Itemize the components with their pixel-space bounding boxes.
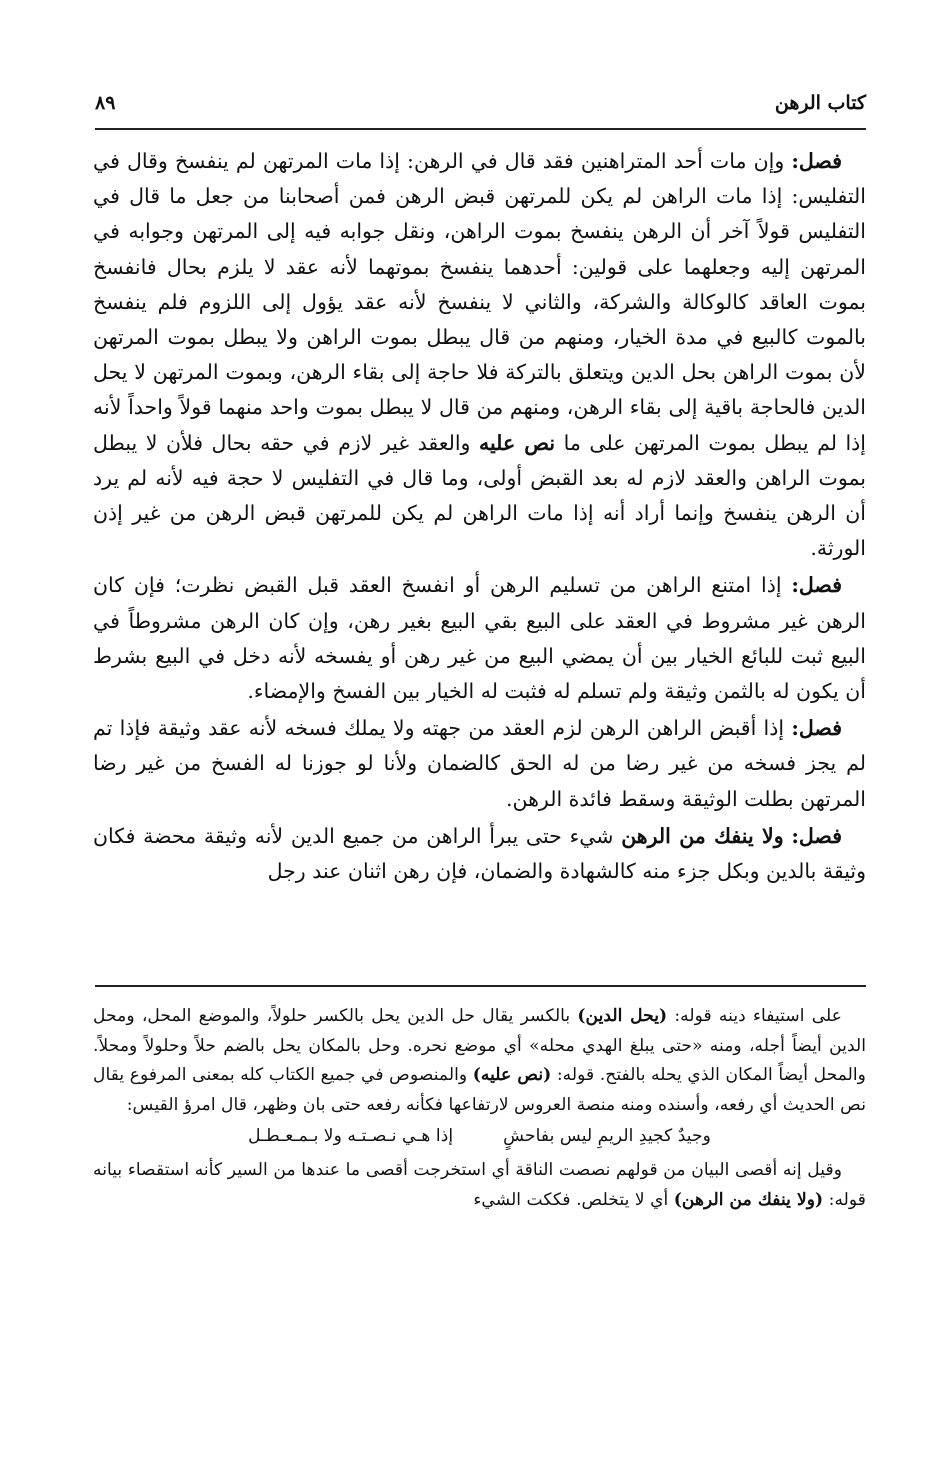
page-header xyxy=(95,88,866,130)
text-run: أي لا يتخلص. فككت الشيء xyxy=(473,1189,674,1210)
footnote-divider xyxy=(95,985,866,987)
text-run: وإن مات أحد المتراهنين فقد قال في الرهن: إذا مات المرتهن لم ينفسخ وقال في التفليس: إذا مات الراهن لم يكن للمرتهن قبض الرهن فمن أصحابنا من جعل ما قال في التفليس قولاً آخر أن الرهن ينفسخ بموت الراهن، ونقل جوابه فيه إلى المرتهن وجوابه في المرتهن إليه وجعلهما على قولين: أحدهما ينفسخ بموتهما لأنه عقد لا يلزم بحال فانفسخ بموت العاقد كالوكالة والشركة، والثاني لا ينفسخ لأنه عقد يؤول إلى اللزوم فلم ينفسخ بالموت كالبيع في مدة الخيار، ومنهم من قال يبطل بموت الراهن ولا يبطل بموت المرتهن لأن بموت الراهن بحل الدين ويتعلق بالتركة فلا حاجة إلى بقاء الرهن، وبموت المرتهن لا يحل الدين فالحاجة باقية إلى بقاء الرهن، ومنهم من قال لا يبطل بموت واحد منهما قولاً واحداً لأنه إذا لم يبطل بموت المرتهن على ما xyxy=(93,149,867,455)
section-lead: فصل: xyxy=(791,573,842,598)
text-run: بالكسر يقال حل الدين يحل بالكسر حلولاً، والموضع المحل، ومحل الدين أيضاً أجله، ومنه «حتى يبلغ الهدي محله» أي موضع نحره. وحل بالمكان يحل بالضم حلاً وحلولاً ومحلاً. والمحل أيضاً المكان الذي يحله بالفتح. قوله: xyxy=(93,1006,866,1086)
section-lead: فصل: xyxy=(791,716,842,741)
page-number: ٨٩ xyxy=(95,92,116,114)
text-run-bold: ولا ينفك من الرهن xyxy=(621,823,784,848)
verse-first-hemistich: وجيدٌ كجيدِ الريمِ ليس بفاحشٍ xyxy=(503,1126,711,1147)
header-title: كتاب الرهن xyxy=(774,92,866,114)
text-run-bold: نص عليه xyxy=(478,430,556,455)
text-run: إذا امتنع الراهن من تسليم الرهن أو انفسخ العقد قبل القبض نظرت؛ فإن كان الرهن غير مشروط في العقد على البيع بقي البيع بغير رهن، وإن كان الرهن مشروطاً في البيع ثبت للبائع الخيار بين أن يمضي البيع من غير رهن أو يفسخه لأنه دخل في البيع بشرط أن يكون له بالثمن وثيقة ولم تسلم له فثبت له الخيار بين الفسخ والإمضاء. xyxy=(93,573,866,704)
text-run: شيء حتى يبرأ الراهن من جميع الدين لأنه وثيقة محضة فكان وثيقة بالدين وبكل جزء منه كالشهادة والضمان، فإن رهن اثنان عند رجل xyxy=(93,823,866,884)
text-run: والعقد غير لازم في حقه بحال فلأن لا يبطل بموت الراهن والعقد لازم له بعد القبض أولى، وما قال في التفليس لا حجة فيه لأنه لم يرد أن الرهن ينفسخ وإنما أراد أنه إذا مات الراهن لم يكن للمرتهن قبض الرهن من غير إذن الورثة. xyxy=(93,430,866,561)
text-run-bold: (يحل الدين) xyxy=(577,1006,668,1026)
paragraph xyxy=(93,568,866,709)
section-lead: فصل: xyxy=(791,149,842,173)
text-run: إذا أقبض الراهن الرهن لزم العقد من جهته ولا يملك فسخه لأنه عقد وثيقة فإذا تم لم يجز فسخه من غير رضا من له الحق كالضمان ولأنا لو جوزنا له الفسخ من غير رضا المرتهن بطلت الوثيقة وسقط فائدة الرهن. xyxy=(93,716,866,811)
verse-second-hemistich: إذا هـي نـصـتـه ولا بـمـعـطـل xyxy=(248,1126,454,1147)
text-run-bold: (ولا ينفك من الرهن) xyxy=(673,1189,824,1210)
paragraph xyxy=(93,711,866,817)
main-text xyxy=(93,144,866,891)
text-run: وقيل إنه أقصى البيان من قولهم نصصت الناقة أي استخرجت أقصى ما عندها من السير كأنه استقصاء بيانه قوله: xyxy=(93,1159,866,1210)
text-run-bold: (نص عليه) xyxy=(472,1065,552,1086)
text-run: والمنصوص في جميع الكتاب كله بمعنى المرفوع يقال نص الحديث أي رفعه، وأسنده ومنه منصة العروس لارتفاعها فكأنه رفعه حتى بان وظهر، قال امرؤ القيس: xyxy=(93,1065,866,1115)
paragraph xyxy=(93,819,866,889)
text-run: على استيفاء دينه قوله: xyxy=(667,1006,842,1026)
footnote-paragraph xyxy=(93,1002,866,1120)
poetry-verse xyxy=(93,1122,866,1152)
paragraph xyxy=(93,144,866,566)
section-lead: فصل: xyxy=(791,823,842,848)
footnote-paragraph xyxy=(93,1156,866,1215)
footnotes xyxy=(93,1002,866,1215)
